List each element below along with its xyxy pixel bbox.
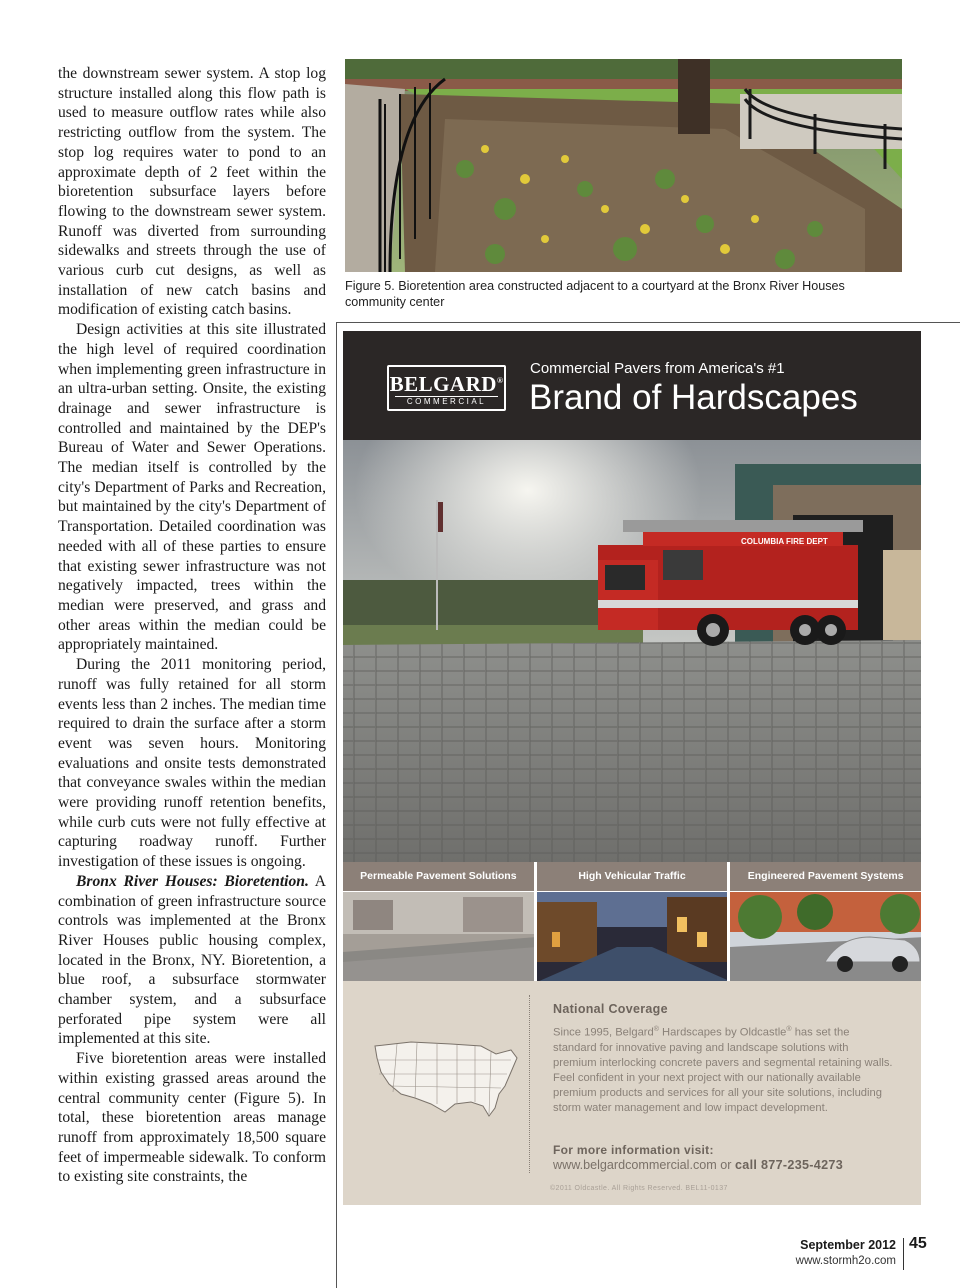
strip-engineered: [730, 862, 921, 981]
page-number: 45: [909, 1235, 927, 1252]
article-paragraph-text: A combination of green infrastructure source controls was implemented at the Bronx River Houses public housing complex, located in the Bronx, NY. Bioretention, a blue roof, a subsurface stormwater chamber system, and a subsurface perforated pipe system were all implemented at this site.: [58, 872, 326, 1048]
us-map-icon: [371, 1036, 521, 1120]
national-coverage-body: Since 1995, Belgard® Hardscapes by Oldcastle® has set the standard for innovative paving and landscape solutions with premium interlocking concrete pavers and segmental retaining walls. Feel confident in your next project with our nationally available premium products and services for all your site solutions, including storm water management and low impact development.: [553, 1026, 893, 1114]
footer-divider: [903, 1238, 904, 1270]
ad-copyright: ©2011 Oldcastle. All Rights Reserved. BEL11-0137: [550, 1185, 728, 1192]
strip-high-traffic: [537, 862, 728, 981]
article-paragraph: Design activities at this site illustrated the high level of required coordination when implementing green infrastructure in an ultra-urban setting. Onsite, the existing drainage and sewer infrastructure is controlled and maintained by the DEP's Bureau of Water and Sewer Operations. The median itself is controlled by the city's Department of Parks and Recreation, but maintained by the city's Department of Transportation. Detailed coordination was needed with all of these parties to ensure that existing sewer infrastructure was not negatively impacted, trees within the median were preserved, and grass and other areas within the median could be appropriately maintained.: [58, 321, 326, 654]
figure-caption: Figure 5. Bioretention area constructed adjacent to a courtyard at the Bronx River Houses community center: [345, 279, 845, 309]
contact-line: www.belgardcommercial.com or call 877-235-4273: [553, 1158, 844, 1172]
site-url: www.stormh2o.com: [795, 1255, 896, 1267]
ad-tagline-big: Brand of Hardscapes: [529, 378, 858, 417]
divider-vertical: [336, 322, 337, 1288]
figure-5-photo: [345, 59, 902, 272]
truck-lettering: COLUMBIA FIRE DEPT: [741, 537, 828, 546]
strip-permeable: [343, 862, 534, 981]
strip-label: Engineered Pavement Systems: [730, 862, 921, 892]
fire-truck-hero-image: [343, 440, 921, 862]
divider-horizontal: [336, 322, 960, 323]
logo-subtext: COMMERCIAL: [395, 396, 498, 407]
more-info-title: For more information visit:: [553, 1143, 714, 1157]
ad-header: [343, 331, 921, 440]
article-column: [58, 64, 326, 1187]
ad-tagline-small: Commercial Pavers from America's #1: [530, 360, 785, 377]
strip-label: Permeable Pavement Solutions: [343, 862, 534, 892]
ad-feature-strips: [343, 862, 921, 981]
strip-label: High Vehicular Traffic: [537, 862, 728, 892]
article-paragraph: Five bioretention areas were installed within existing grassed areas around the central community center (Figure 5). In total, these bioretention areas manage runoff from approximately 18,500 square feet of impermeable sidewalk. To conform to existing site constraints, the: [58, 1050, 326, 1186]
ad-divider: [529, 995, 530, 1173]
belgard-logo: [387, 365, 506, 411]
ad-info-panel: [343, 981, 921, 1205]
section-subheading: Bronx River Houses: Bioretention.: [76, 872, 309, 890]
article-paragraph: the downstream sewer system. A stop log structure installed along this flow path is used to measure outflow rates while also restricting outflow from the system. The stop log requires water to pond to an approximate depth of 2 feet within the bioretention subsurface layers before flowing to the downstream sewer system. Runoff was diverted from surrounding sidewalks and streets through the use of various curb cut designs, as well as installation of new catch basins and modification of existing catch basins.: [58, 65, 326, 319]
article-paragraph: [58, 872, 326, 1049]
website-link[interactable]: www.belgardcommercial.com: [553, 1158, 717, 1172]
logo-registered: ®: [496, 376, 504, 385]
national-coverage-title: National Coverage: [553, 1002, 668, 1016]
issue-date: September 2012: [800, 1238, 896, 1252]
logo-text: BELGARD: [389, 372, 497, 396]
belgard-advertisement: [343, 331, 921, 1205]
phone-number: call 877-235-4273: [734, 1158, 844, 1172]
article-paragraph: During the 2011 monitoring period, runoff was fully retained for all storm events less than 2 inches. The median time required to drain the surface after a storm event was seven hours. Monitoring evaluations and onsite tests demonstrated that conveyance swales within the median were providing runoff retention benefits, while curb cuts were not fully effective at capturing roadway runoff. Further investigation of these issues is ongoing.: [58, 656, 326, 871]
